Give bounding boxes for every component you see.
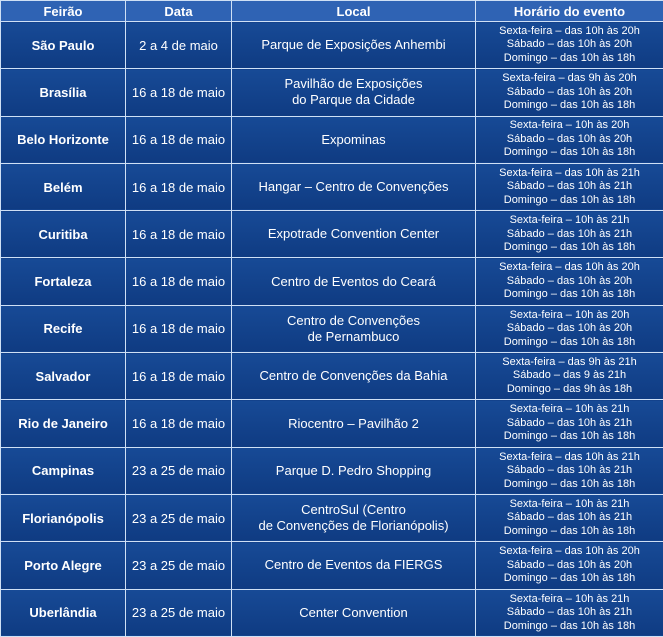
venue-line: CentroSul (Centro — [301, 502, 406, 518]
hours-line: Domingo – das 10h às 18h — [503, 335, 636, 348]
hours-line: Domingo – das 10h às 18h — [503, 572, 636, 585]
hours-line: Domingo – das 10h às 18h — [503, 430, 636, 443]
venue-line: Parque D. Pedro Shopping — [275, 462, 432, 478]
hours-cell — [476, 69, 663, 116]
date-cell: 16 a 18 de maio — [126, 163, 232, 210]
venue-line: Hangar – Centro de Convenções — [258, 179, 449, 195]
hours-cell — [476, 258, 663, 305]
venue-line: Centro de Eventos do Ceará — [271, 273, 436, 289]
hours-line: Domingo – das 10h às 18h — [503, 477, 636, 490]
venue-cell — [232, 211, 476, 258]
hours-line: Sábado – das 9 às 21h — [512, 369, 627, 382]
venue-line: Riocentro – Pavilhão 2 — [288, 415, 419, 431]
table-row — [1, 22, 663, 69]
table-row — [1, 542, 663, 589]
date-cell: 16 a 18 de maio — [126, 211, 232, 258]
hours-cell — [476, 542, 663, 589]
header-row — [1, 1, 663, 22]
hours-line: Sexta-feira – das 9h às 21h — [502, 355, 637, 368]
city-cell: Curitiba — [1, 211, 126, 258]
hours-cell — [476, 305, 663, 352]
date-cell: 23 a 25 de maio — [126, 447, 232, 494]
city-cell: Campinas — [1, 447, 126, 494]
hours-line: Sábado – das 10h às 20h — [506, 558, 633, 571]
hours-line: Domingo – das 10h às 18h — [503, 524, 636, 537]
city-cell: Uberlândia — [1, 589, 126, 636]
table-row — [1, 163, 663, 210]
table-row — [1, 305, 663, 352]
table-row — [1, 400, 663, 447]
date-cell: 16 a 18 de maio — [126, 69, 232, 116]
date-cell: 2 a 4 de maio — [126, 22, 232, 69]
city-cell: Belém — [1, 163, 126, 210]
date-cell: 16 a 18 de maio — [126, 305, 232, 352]
hours-line: Domingo – das 10h às 18h — [503, 146, 636, 159]
venue-cell — [232, 589, 476, 636]
table-row — [1, 589, 663, 636]
venue-line: Pavilhão de Exposições — [284, 76, 423, 92]
city-cell: São Paulo — [1, 22, 126, 69]
header-local: Local — [232, 1, 476, 22]
venue-cell — [232, 494, 476, 541]
venue-cell — [232, 542, 476, 589]
city-cell: Belo Horizonte — [1, 116, 126, 163]
hours-line: Sexta-feira – das 10h às 20h — [499, 24, 640, 37]
hours-line: Sábado – das 10h às 21h — [506, 227, 633, 240]
hours-line: Domingo – das 10h às 18h — [503, 51, 636, 64]
hours-cell — [476, 494, 663, 541]
hours-line: Sexta-feira – das 9h às 20h — [502, 72, 637, 85]
hours-line: Domingo – das 10h às 18h — [503, 619, 636, 632]
hours-cell — [476, 22, 663, 69]
hours-line: Sexta-feira – das 10h às 21h — [499, 166, 640, 179]
hours-line: Sexta-feira – 10h às 21h — [509, 497, 630, 510]
hours-line: Sábado – das 10h às 20h — [506, 85, 633, 98]
venue-cell — [232, 69, 476, 116]
date-cell: 23 a 25 de maio — [126, 494, 232, 541]
venue-cell — [232, 447, 476, 494]
hours-line: Sexta-feira – das 10h às 21h — [499, 450, 640, 463]
city-cell: Porto Alegre — [1, 542, 126, 589]
city-cell: Rio de Janeiro — [1, 400, 126, 447]
venue-cell — [232, 116, 476, 163]
venue-line: de Pernambuco — [307, 328, 400, 344]
header-data: Data — [126, 1, 232, 22]
venue-line: Center Convention — [299, 604, 408, 620]
hours-line: Sábado – das 10h às 20h — [506, 322, 633, 335]
venue-cell — [232, 163, 476, 210]
hours-cell — [476, 589, 663, 636]
venue-line: Expotrade Convention Center — [267, 226, 440, 242]
date-cell: 23 a 25 de maio — [126, 589, 232, 636]
city-cell: Recife — [1, 305, 126, 352]
hours-line: Sábado – das 10h às 21h — [506, 180, 633, 193]
header-horario: Horário do evento — [476, 1, 663, 22]
hours-line: Sexta-feira – 10h às 21h — [509, 214, 630, 227]
hours-cell — [476, 400, 663, 447]
hours-cell — [476, 163, 663, 210]
table-row — [1, 447, 663, 494]
hours-line: Domingo – das 10h às 18h — [503, 241, 636, 254]
hours-line: Sábado – das 10h às 20h — [506, 274, 633, 287]
hours-line: Sábado – das 10h às 21h — [506, 464, 633, 477]
date-cell: 16 a 18 de maio — [126, 258, 232, 305]
venue-line: de Convenções de Florianópolis) — [258, 518, 449, 534]
table-row — [1, 69, 663, 116]
hours-line: Sexta-feira – das 10h às 20h — [499, 261, 640, 274]
venue-line: do Parque da Cidade — [292, 92, 415, 108]
table-row — [1, 353, 663, 400]
venue-cell — [232, 305, 476, 352]
table-row — [1, 211, 663, 258]
table-row — [1, 258, 663, 305]
venue-line: Expominas — [321, 131, 386, 147]
venue-line: Centro de Convenções da Bahia — [259, 368, 448, 384]
hours-line: Domingo – das 9h às 18h — [506, 382, 633, 395]
venue-line: Centro de Convenções — [287, 312, 420, 328]
venue-cell — [232, 400, 476, 447]
hours-line: Domingo – das 10h às 18h — [503, 99, 636, 112]
hours-cell — [476, 116, 663, 163]
venue-cell — [232, 353, 476, 400]
city-cell: Brasília — [1, 69, 126, 116]
hours-line: Sexta-feira – 10h às 20h — [509, 119, 630, 132]
hours-line: Sábado – das 10h às 21h — [506, 416, 633, 429]
table-row — [1, 494, 663, 541]
date-cell: 16 a 18 de maio — [126, 116, 232, 163]
hours-line: Sexta-feira – 10h às 21h — [509, 592, 630, 605]
city-cell: Salvador — [1, 353, 126, 400]
venue-line: Parque de Exposições Anhembi — [261, 37, 446, 53]
venue-cell — [232, 22, 476, 69]
city-cell: Florianópolis — [1, 494, 126, 541]
hours-line: Sábado – das 10h às 20h — [506, 132, 633, 145]
hours-line: Domingo – das 10h às 18h — [503, 288, 636, 301]
date-cell: 16 a 18 de maio — [126, 400, 232, 447]
hours-line: Sexta-feira – das 10h às 20h — [499, 545, 640, 558]
hours-line: Sexta-feira – 10h às 20h — [509, 308, 630, 321]
hours-cell — [476, 353, 663, 400]
hours-line: Domingo – das 10h às 18h — [503, 193, 636, 206]
hours-cell — [476, 447, 663, 494]
venue-cell — [232, 258, 476, 305]
table-row — [1, 116, 663, 163]
date-cell: 16 a 18 de maio — [126, 353, 232, 400]
city-cell: Fortaleza — [1, 258, 126, 305]
header-feirao: Feirão — [1, 1, 126, 22]
hours-line: Sábado – das 10h às 21h — [506, 511, 633, 524]
hours-line: Sábado – das 10h às 20h — [506, 38, 633, 51]
hours-line: Sábado – das 10h às 21h — [506, 606, 633, 619]
hours-line: Sexta-feira – 10h às 21h — [509, 403, 630, 416]
date-cell: 23 a 25 de maio — [126, 542, 232, 589]
venue-line: Centro de Eventos da FIERGS — [264, 557, 443, 573]
hours-cell — [476, 211, 663, 258]
